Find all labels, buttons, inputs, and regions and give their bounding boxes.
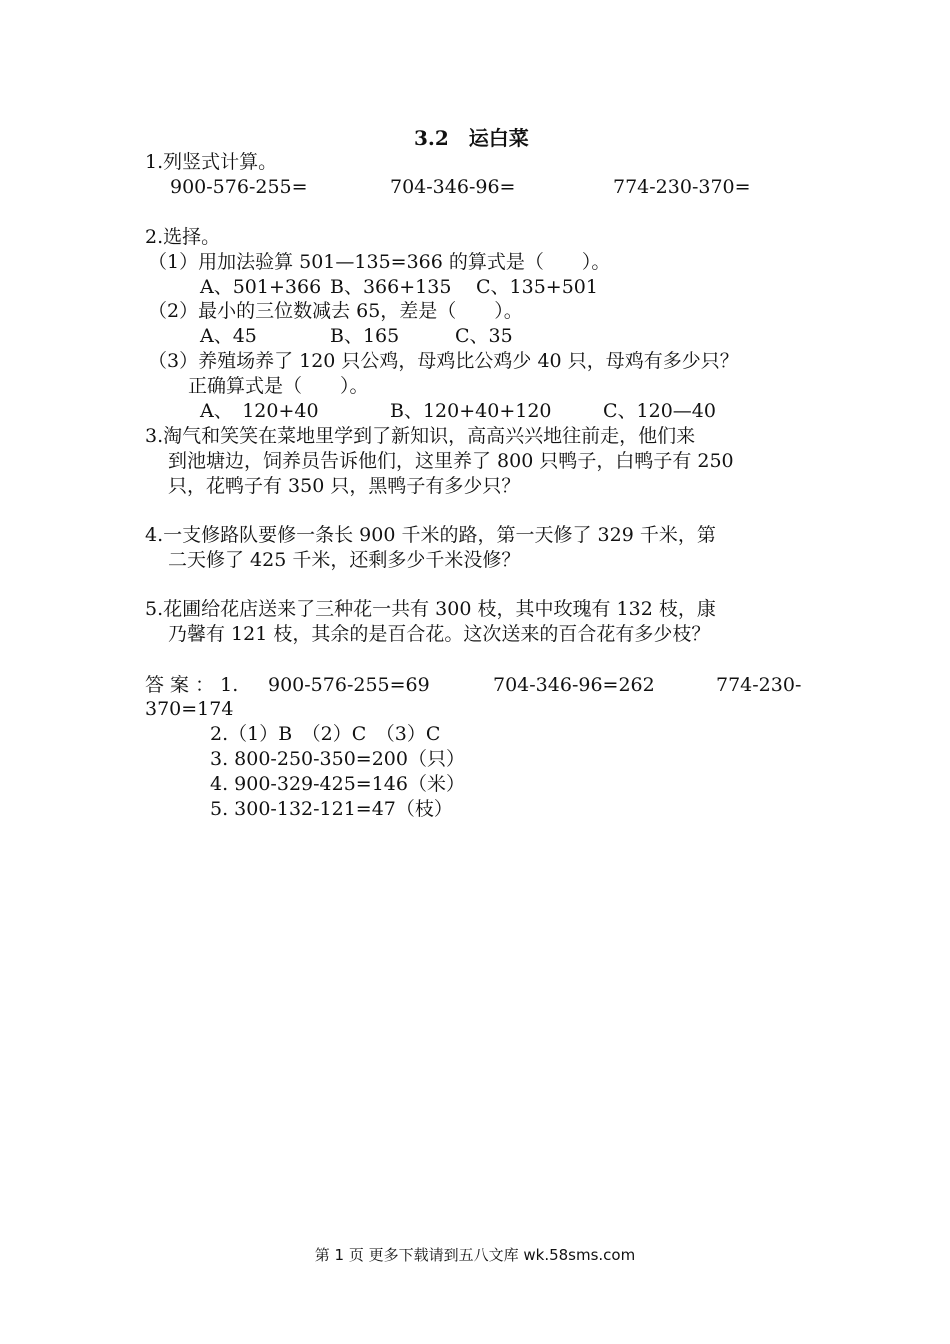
q2-item-question: （1）用加法验算 501—135=366 的算式是（ ）。 xyxy=(148,251,611,273)
q1-expr: 704-346-96= xyxy=(390,176,516,198)
q2-option: C、120—40 xyxy=(603,400,716,422)
q2-option: A、501+366 xyxy=(200,276,322,298)
answer-expr: 900-576-255=69 xyxy=(268,674,430,696)
answer-expr: 774-230- xyxy=(716,674,802,696)
q2-heading: 2.选择。 xyxy=(145,226,221,248)
page-footer: 第 1 页 更多下载请到五八文库 wk.58sms.com xyxy=(314,1246,636,1264)
q2-option: B、120+40+120 xyxy=(390,400,552,422)
q2-option: B、165 xyxy=(330,325,400,347)
q2-option: C、135+501 xyxy=(476,276,598,298)
q1-heading: 1.列竖式计算。 xyxy=(145,151,278,173)
q2-item-question-cont: 正确算式是（ ）。 xyxy=(188,375,369,397)
q1-expr: 900-576-255= xyxy=(170,176,308,198)
q2-item-question: （2）最小的三位数减去 65，差是（ ）。 xyxy=(148,300,523,322)
answers-label: 答 案 ： 1. xyxy=(145,674,239,696)
q3-text-line: 只，花鸭子有 350 只，黑鸭子有多少只？ xyxy=(168,475,521,497)
answer-expr-cont: 370=174 xyxy=(145,698,234,720)
q3-text-line: 到池塘边，饲养员告诉他们，这里养了 800 只鸭子，白鸭子有 250 xyxy=(168,450,734,472)
page-title: 3.2 运白菜 xyxy=(414,126,529,150)
answer-line: 2.（1）B （2）C （3）C xyxy=(210,723,441,745)
q2-item-question: （3）养殖场养了 120 只公鸡，母鸡比公鸡少 40 只，母鸡有多少只？ xyxy=(148,350,739,372)
q3-text-line: 3.淘气和笑笑在菜地里学到了新知识，高高兴兴地往前走，他们来 xyxy=(145,425,696,447)
q2-option: C、35 xyxy=(455,325,513,347)
answer-line: 4. 900-329-425=146（米） xyxy=(210,773,465,795)
q5-text-line: 乃馨有 121 枝，其余的是百合花。这次送来的百合花有多少枝？ xyxy=(168,623,711,645)
q1-expr: 774-230-370= xyxy=(613,176,751,198)
q2-option: B、366+135 xyxy=(330,276,452,298)
q2-option: A、 120+40 xyxy=(200,400,319,422)
answer-line: 5. 300-132-121=47（枝） xyxy=(210,798,453,820)
q2-option: A、45 xyxy=(200,325,257,347)
q4-text-line: 二天修了 425 千米，还剩多少千米没修？ xyxy=(168,549,521,571)
answer-expr: 704-346-96=262 xyxy=(493,674,655,696)
q4-text-line: 4.一支修路队要修一条长 900 千米的路，第一天修了 329 千米，第 xyxy=(145,524,716,546)
answer-line: 3. 800-250-350=200（只） xyxy=(210,748,465,770)
q5-text-line: 5.花圃给花店送来了三种花一共有 300 枝，其中玫瑰有 132 枝，康 xyxy=(145,598,716,620)
